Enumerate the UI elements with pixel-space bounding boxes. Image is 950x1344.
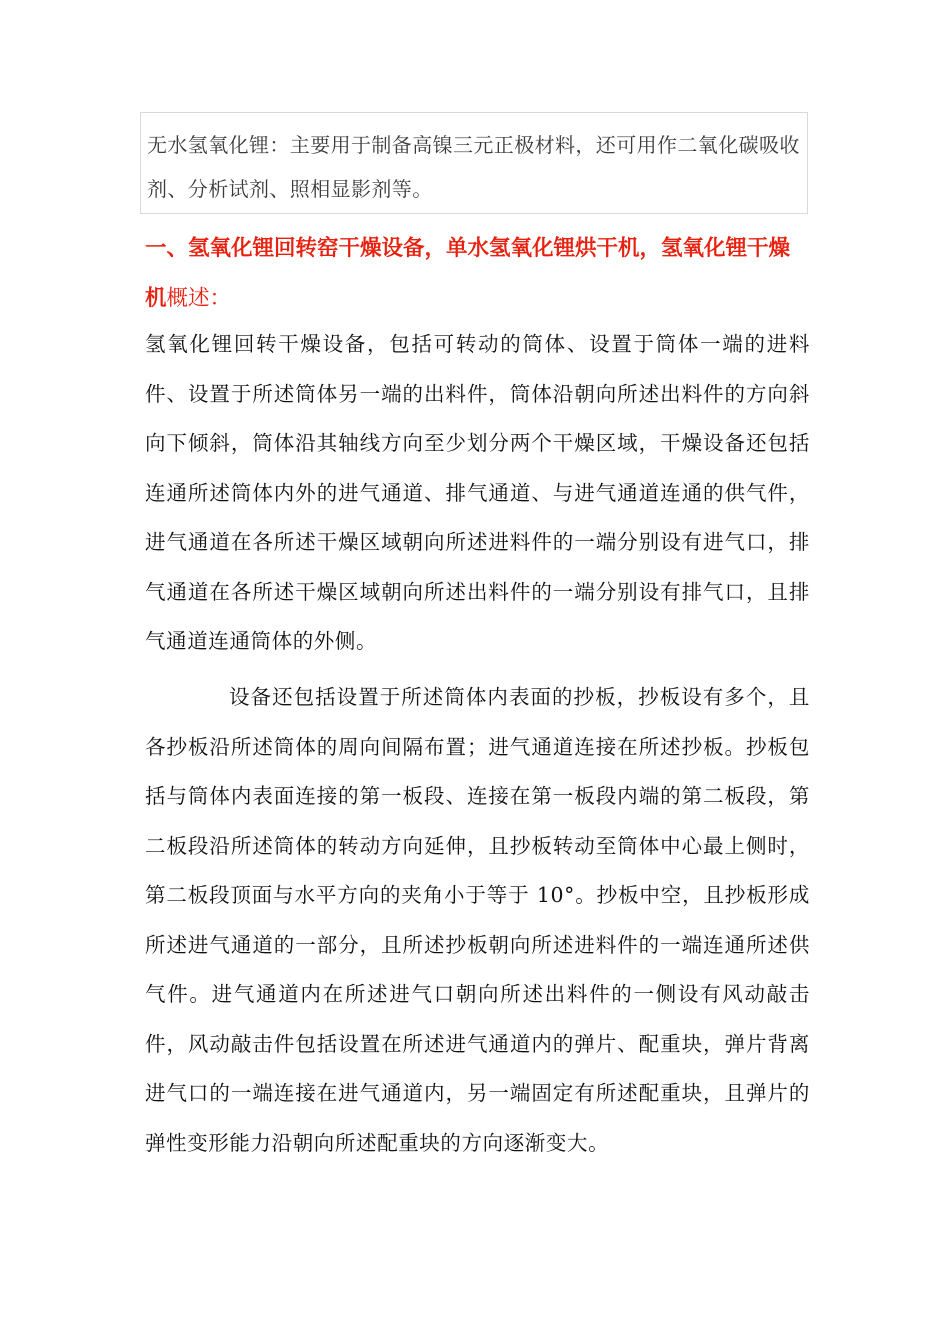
section-heading-title: 一、氢氧化锂回转窑干燥设备，单水氢氧化锂烘干机，氢氧化锂干燥机 — [145, 236, 791, 311]
paragraph-overview: 氢氧化锂回转干燥设备，包括可转动的筒体、设置于筒体一端的进料件、设置于所述筒体另一端的出料件，筒体沿朝向所述出料件的方向斜向下倾斜，筒体沿其轴线方向至少划分两个干燥区域，干燥设备还包括连通所述筒体内外的进气通道、排气通道、与进气通道连通的供气件，进气通道在各所述干燥区域朝向所述进料件的一端分别设有进气口，排气通道在各所述干燥区域朝向所述出料件的一端分别设有排气口，且排气通道连通筒体的外侧。 — [145, 332, 810, 653]
section-heading-suffix: 概述： — [166, 286, 232, 311]
intro-text-box — [140, 112, 808, 214]
section-heading — [145, 224, 810, 324]
paragraph-lifting-plates: 设备还包括设置于所述筒体内表面的抄板，抄板设有多个，且各抄板沿所述筒体的周向间隔布置；进气通道连接在所述抄板。抄板包括与筒体内表面连接的第一板段、连接在第一板段内端的第二板段，第二板段沿所述筒体的转动方向延伸，且抄板转动至筒体中心最上侧时，第二板段顶面与水平方向的夹角小于等于 10°。抄板中空，且抄板形成所述进气通道的一部分，且所述抄板朝向所述进料件的一端连通所述供气件。进气通道内在所述进气口朝向所述出料件的一侧设有风动敲击件，风动敲击件包括设置在所述进气通道内的弹片、配重块，弹片背离进气口的一端连接在进气通道内，另一端固定有所述配重块，且弹片的弹性变形能力沿朝向所述配重块的方向逐渐变大。 — [145, 685, 810, 1155]
intro-text: 无水氢氧化锂：主要用于制备高镍三元正极材料，还可用作二氧化碳吸收剂、分析试剂、照相显影剂等。 — [147, 133, 800, 201]
